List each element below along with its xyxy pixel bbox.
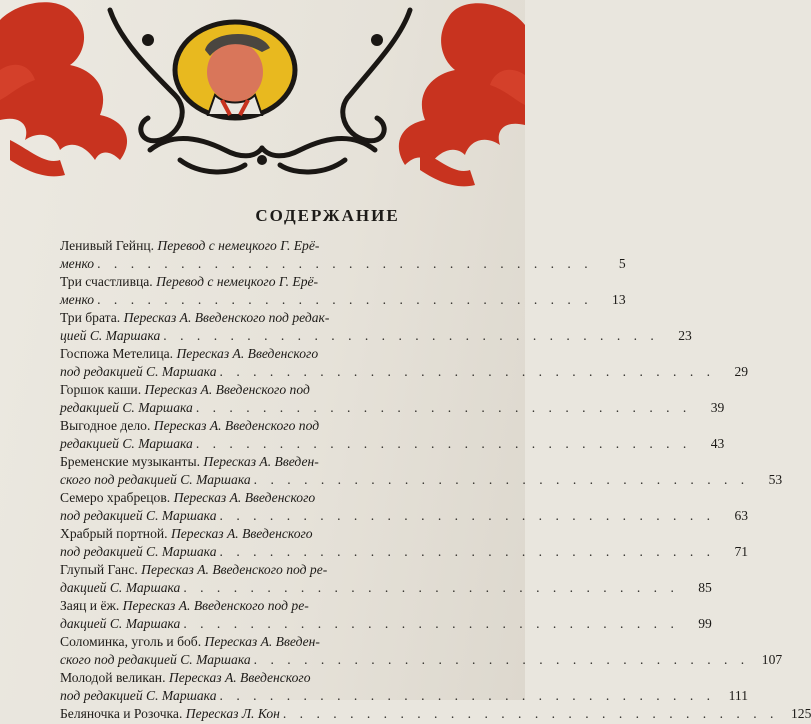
toc-entry-title: Ленивый Гейнц. [60, 238, 158, 253]
table-of-contents [60, 237, 811, 724]
toc-entry[interactable] [60, 237, 626, 272]
toc-page-number: 125 [791, 706, 811, 721]
toc-entry[interactable] [60, 381, 725, 416]
toc-entry-credit: под редакцией С. Маршака [60, 507, 217, 523]
toc-entry[interactable] [60, 525, 749, 560]
toc-entry[interactable] [60, 561, 712, 596]
toc-entry-title: Три счастливца. [60, 274, 157, 289]
toc-page-number: 63 [734, 507, 749, 523]
toc-page-number: 13 [612, 291, 626, 307]
dot-leader: . . . . . . . . . . . . . . . . . . . . . . . . . . . . . . [97, 291, 593, 307]
toc-entry-credit: Пересказ А. Введен- [203, 454, 319, 469]
toc-entry-credit: дакцией С. Маршака [60, 615, 181, 631]
toc-page-number: 99 [698, 615, 712, 631]
toc-entry-title: Семеро храбрецов. [60, 490, 174, 505]
toc-entry-title: Три брата. [60, 310, 124, 325]
toc-page-number: 71 [734, 543, 749, 559]
dot-leader: . . . . . . . . . . . . . . . . . . . . . . . . . . . . . . [183, 615, 679, 631]
dot-leader: . . . . . . . . . . . . . . . . . . . . . . . . . . . . . . [253, 471, 750, 487]
toc-entry-credit: Пересказ Л. Кон [185, 706, 280, 721]
dot-leader: . . . . . . . . . . . . . . . . . . . . . . . . . . . . . . [219, 507, 716, 523]
toc-entry-title: Бременские музыканты. [60, 454, 204, 469]
toc-entry-credit: менко [60, 291, 95, 307]
toc-page-number: 43 [710, 435, 725, 451]
toc-entry[interactable] [60, 705, 811, 723]
toc-entry-credit: Пересказ А. Введенского под ре- [122, 598, 309, 613]
toc-entry[interactable] [60, 273, 626, 308]
toc-entry-title: Молодой великан. [60, 670, 169, 685]
toc-entry-credit: ского под редакцией С. Маршака [60, 651, 251, 667]
toc-entry-credit: менко [60, 255, 95, 271]
toc-entry-credit: Перевод с немецкого Г. Ерё- [156, 274, 319, 289]
toc-entry-credit: Пересказ А. Введенского под редак- [123, 310, 330, 325]
toc-entry[interactable] [60, 633, 783, 668]
toc-entry-credit: Пересказ А. Введенского под [153, 418, 320, 433]
toc-entry-title: Глупый Ганс. [60, 562, 142, 577]
right-lion-illustration [399, 3, 525, 186]
toc-entry-credit: цией С. Маршака [60, 327, 161, 343]
toc-entry-credit: Пересказ А. Введенского [170, 526, 313, 541]
toc-page-number: 111 [728, 687, 749, 703]
toc-entry-credit: Пересказ А. Введенского под ре- [141, 562, 328, 577]
toc-entry-title: Заяц и ёж. [60, 598, 123, 613]
dot-leader: . . . . . . . . . . . . . . . . . . . . . . . . . . . . . . [97, 255, 593, 271]
toc-entry[interactable] [60, 453, 783, 488]
toc-entry-credit: под редакцией С. Маршака [60, 687, 217, 703]
toc-entry-credit: под редакцией С. Маршака [60, 543, 217, 559]
toc-entry-credit: редакцией С. Маршака [60, 435, 193, 451]
toc-entry-credit: ского под редакцией С. Маршака [60, 471, 251, 487]
toc-entry-credit: Пересказ А. Введенского под [144, 382, 310, 397]
toc-title: СОДЕРЖАНИЕ [255, 206, 400, 225]
toc-page-number: 85 [698, 579, 712, 595]
toc-page-number: 5 [618, 255, 626, 271]
toc-page-number: 39 [710, 399, 725, 415]
toc-page-number: 29 [734, 363, 749, 379]
dot-leader: . . . . . . . . . . . . . . . . . . . . . . . . . . . . . . [163, 327, 659, 343]
toc-entry-title: Выгодное дело. [60, 418, 154, 433]
toc-entry-credit: Пересказ А. Введенского [176, 346, 319, 361]
header-illustration [0, 0, 525, 190]
left-lion-illustration [0, 2, 127, 176]
dot-leader: . . . . . . . . . . . . . . . . . . . . . . . . . . . . . . [253, 651, 750, 667]
toc-entry-title: Соломинка, уголь и боб. [60, 634, 205, 649]
toc-entry-title: Беляночка и Розочка. [60, 706, 186, 721]
dot-leader: . . . . . . . . . . . . . . . . . . . . . . . . . . . . . . [219, 363, 716, 379]
portrait-medallion [175, 22, 295, 118]
toc-entry-credit: Перевод с немецкого Г. Ерё- [157, 238, 320, 253]
toc-entry-credit: Пересказ А. Введен- [204, 634, 320, 649]
toc-entry-title: Госпожа Метелица. [60, 346, 177, 361]
dot-leader: . . . . . . . . . . . . . . . . . . . . . . . . . . . . . . [195, 399, 692, 415]
dot-leader: . . . . . . . . . . . . . . . . . . . . . . . . . . . . . . [219, 543, 716, 559]
toc-entry-title: Горшок каши. [60, 382, 145, 397]
toc-entry[interactable] [60, 417, 725, 452]
toc-entry-credit: Пересказ А. Введенского [173, 490, 316, 505]
toc-entry-title: Храбрый портной. [60, 526, 171, 541]
dot-leader: . . . . . . . . . . . . . . . . . . . . . . . . . . . . . . [183, 579, 679, 595]
toc-page-number: 107 [761, 651, 783, 667]
toc-entry-credit: редакцией С. Маршака [60, 399, 193, 415]
toc-entry-credit: дакцией С. Маршака [60, 579, 181, 595]
toc-entry[interactable] [60, 309, 692, 344]
dot-leader: . . . . . . . . . . . . . . . . . . . . . . . . . . . . . . [195, 435, 692, 451]
toc-entry-credit: под редакцией С. Маршака [60, 363, 217, 379]
toc-entry[interactable] [60, 669, 749, 704]
toc-entry[interactable] [60, 345, 749, 380]
toc-page-number: 53 [768, 471, 783, 487]
toc-page-number: 23 [678, 327, 692, 343]
dot-leader: . . . . . . . . . . . . . . . . . . . . . . . . . . . . . . [282, 706, 779, 721]
toc-entry[interactable] [60, 489, 749, 524]
dot-leader: . . . . . . . . . . . . . . . . . . . . . . . . . . . . . . [219, 687, 716, 703]
toc-entry[interactable] [60, 597, 712, 632]
toc-entry-credit: Пересказ А. Введенского [168, 670, 311, 685]
